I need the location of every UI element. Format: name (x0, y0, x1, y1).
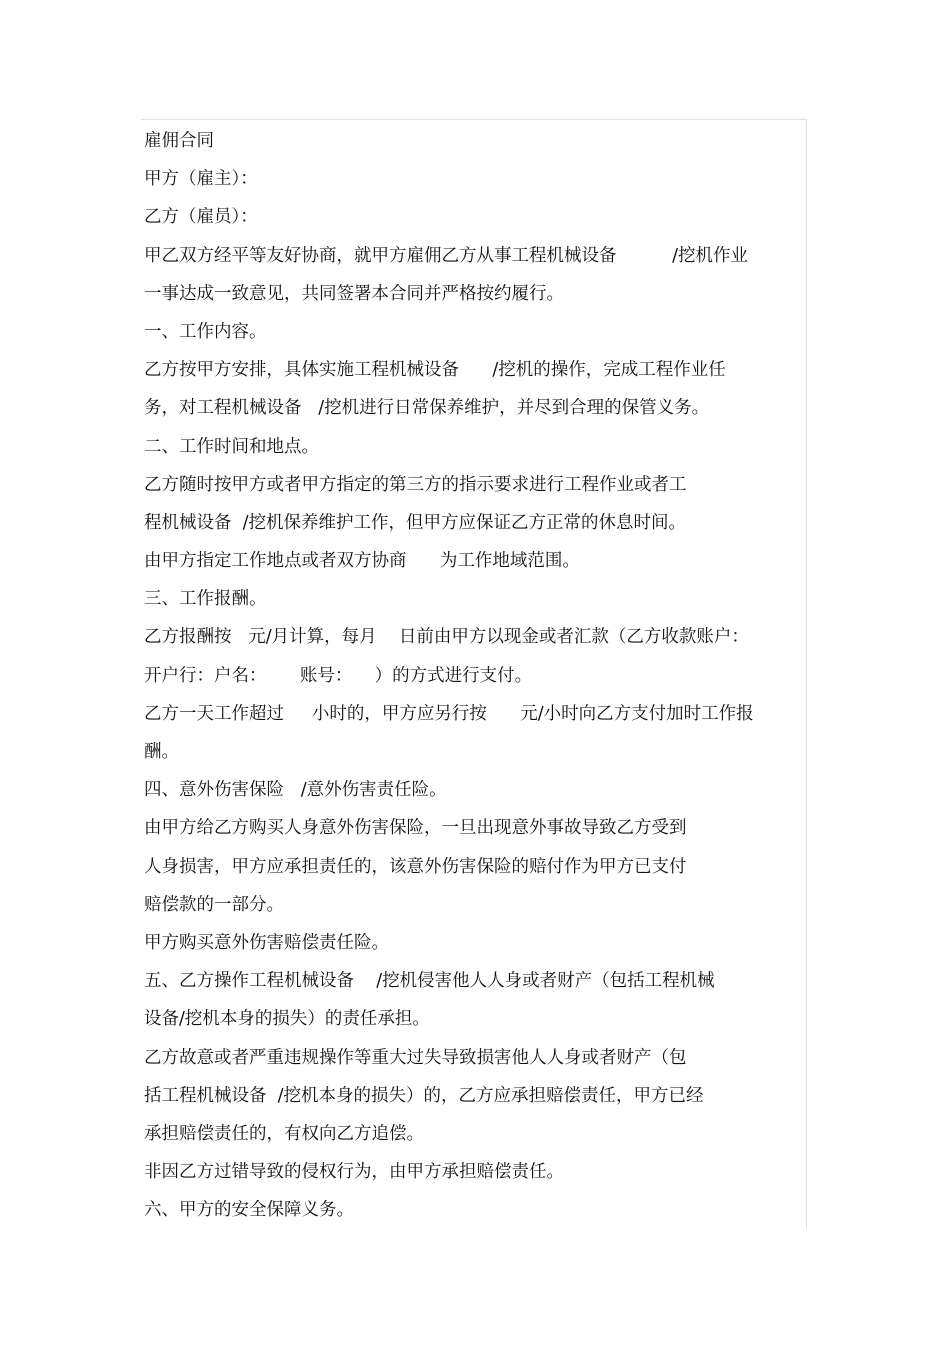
section-heading: 二、工作时间和地点。 (144, 436, 319, 457)
paragraph-line: 乙方按甲方安排，具体实施工程机械设备 /挖机的操作，完成工程作业任 (144, 360, 726, 381)
paragraph-line: 由甲方指定工作地点或者双方协商 为工作地域范围。 (144, 551, 580, 572)
paragraph-line: 设备/挖机本身的损失）的责任承担。 (144, 1009, 430, 1030)
paragraph-line: 酬。 (144, 742, 179, 762)
section-heading: 五、乙方操作工程机械设备 /挖机侵害他人人身或者财产（包括工程机械 (144, 971, 715, 992)
party-a-line: 甲方（雇主）： (144, 169, 258, 190)
paragraph-line: 开户行：户名： 账号： ）的方式进行支付。 (144, 665, 533, 686)
paragraph-line: 一事达成一致意见，共同签署本合同并严格按约履行。 (144, 283, 564, 304)
paragraph-line: 承担赔偿责任的，有权向乙方追偿。 (144, 1123, 424, 1144)
section-heading: 三、工作报酬。 (144, 589, 267, 610)
paragraph-line: 人身损害，甲方应承担责任的，该意外伤害保险的赔付作为甲方已支付 (144, 856, 687, 877)
paragraph-line: 甲乙双方经平等友好协商，就甲方雇佣乙方从事工程机械设备 /挖机作业 (144, 245, 749, 266)
paragraph-line: 乙方报酬按 元/月计算，每月 日前由甲方以现金或者汇款（乙方收款账户： (144, 627, 749, 648)
paragraph-line: 由甲方给乙方购买人身意外伤害保险，一旦出现意外事故导致乙方受到 (144, 818, 687, 839)
paragraph-line: 程机械设备 /挖机保养维护工作，但甲方应保证乙方正常的休息时间。 (144, 512, 687, 533)
section-heading: 四、意外伤害保险 /意外伤害责任险。 (144, 780, 447, 801)
paragraph-line: 非因乙方过错导致的侵权行为，由甲方承担赔偿责任。 (144, 1162, 564, 1183)
paragraph-line: 赔偿款的一部分。 (144, 894, 284, 915)
paragraph-line: 乙方一天工作超过 小时的，甲方应另行按 元/小时向乙方支付加时工作报 (144, 703, 754, 724)
section-heading: 一、工作内容。 (144, 321, 267, 342)
paragraph-line: 括工程机械设备 /挖机本身的损失）的，乙方应承担赔偿责任，甲方已经 (144, 1085, 704, 1106)
party-b-line: 乙方（雇员）： (144, 207, 258, 228)
paragraph-line: 乙方故意或者严重违规操作等重大过失导致损害他人人身或者财产（包 (144, 1047, 687, 1068)
contract-title: 雇佣合同 (144, 131, 214, 151)
paragraph-line: 务，对工程机械设备 /挖机进行日常保养维护，并尽到合理的保管义务。 (144, 398, 710, 419)
paragraph-line: 乙方随时按甲方或者甲方指定的第三方的指示要求进行工程作业或者工 (144, 474, 687, 495)
contract-body (144, 122, 804, 1229)
paragraph-line: 甲方购买意外伤害赔偿责任险。 (144, 932, 389, 953)
section-heading: 六、甲方的安全保障义务。 (144, 1200, 354, 1221)
